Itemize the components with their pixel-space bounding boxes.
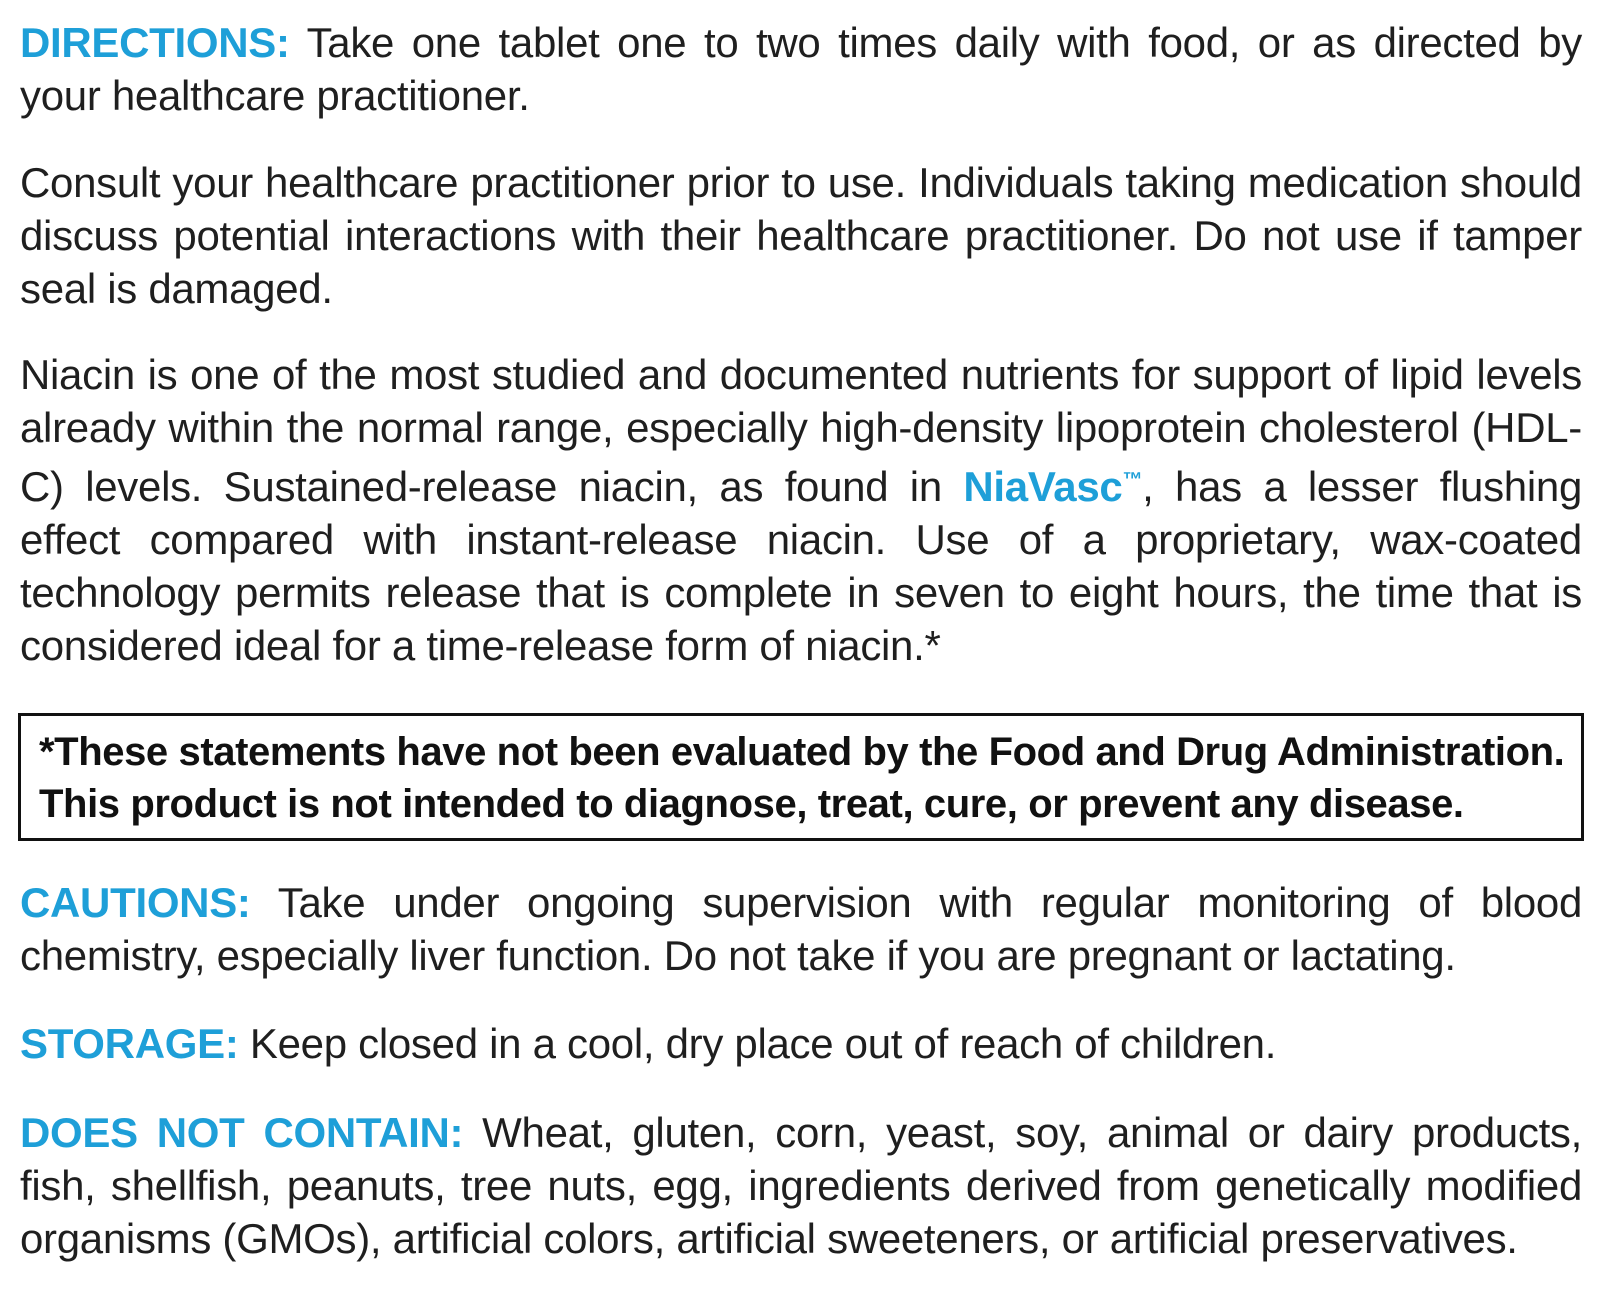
directions-text: Take one tablet one to two times daily with food, or as directed by your healthcare practitioner. (20, 19, 1582, 119)
storage-label: STORAGE: (20, 1020, 239, 1067)
trademark-symbol: ™ (1122, 469, 1143, 491)
does-not-contain-text: Wheat, gluten, corn, yeast, soy, animal or dairy products, fish, shellfish, peanuts, tree nuts, egg, ingredients derived from genetically modified organisms (GMOs), artificial colors, artificial sweeteners, or artificial preservatives. (20, 1109, 1583, 1262)
fda-disclaimer-line-1: *These statements have not been evaluated by the Food and Drug Administration. (39, 730, 1565, 774)
niacin-paragraph (20, 348, 1582, 672)
cautions-paragraph (20, 876, 1582, 982)
niacin-text-after: , has a lesser flushing effect compared with instant-release niacin. Use of a proprietary, wax-coated technology permits release that is complete in seven to eight hours, the time that is considered ideal for a time-release form of niacin.* (20, 463, 1582, 669)
fda-disclaimer-box (18, 713, 1584, 841)
cautions-label: CAUTIONS: (20, 879, 251, 926)
does-not-contain-paragraph (20, 1106, 1582, 1265)
niacin-text-before: Niacin is one of the most studied and documented nutrients for support of lipid levels already within the normal range, especially high-density lipoprotein cholesterol (HDL-C) levels. Sustained-release niacin, as found in (20, 351, 1582, 510)
fda-disclaimer-line-2: This product is not intended to diagnose, treat, cure, or prevent any disease. (39, 782, 1464, 826)
consult-paragraph (20, 156, 1582, 315)
does-not-contain-label: DOES NOT CONTAIN: (20, 1109, 464, 1156)
storage-text: Keep closed in a cool, dry place out of reach of children. (238, 1020, 1277, 1067)
niavasc-brand: NiaVasc (963, 463, 1123, 510)
storage-paragraph (20, 1017, 1582, 1070)
directions-paragraph (20, 16, 1582, 122)
consult-text: Consult your healthcare practitioner prior to use. Individuals taking medication should discuss potential interactions with their healthcare practitioner. Do not use if tamper seal is damaged. (20, 159, 1582, 312)
directions-label: DIRECTIONS: (20, 19, 290, 66)
cautions-text: Take under ongoing supervision with regular monitoring of blood chemistry, especially liver function. Do not take if you are pregnant or lactating. (20, 879, 1582, 979)
